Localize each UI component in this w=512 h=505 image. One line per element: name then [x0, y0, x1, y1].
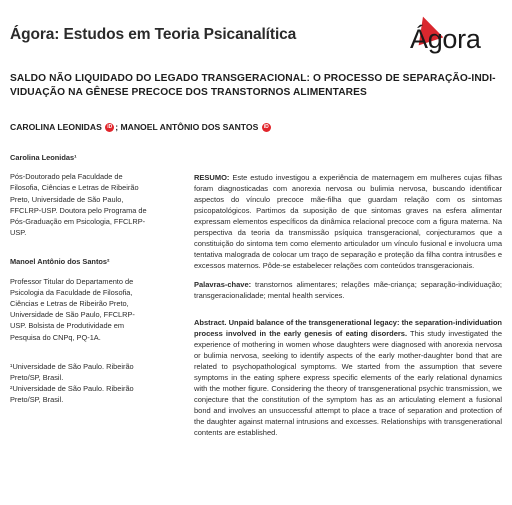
- journal-title: Ágora: Estudos em Teoria Psicanalítica: [10, 26, 297, 43]
- keywords-label: Palavras-chave:: [194, 280, 252, 289]
- article-title: SALDO NÃO LIQUIDADO DO LEGADO TRANSGERACIONAL: O PROCESSO DE SEPARAÇÃO-INDI-VIDUAÇÃO NA GÊNESE PRECOCE DOS TRANSTORNOS ALIMENTARES: [10, 73, 496, 98]
- orcid-icon[interactable]: iD: [263, 124, 269, 131]
- author-1: CAROLINA LEONIDAS: [10, 122, 102, 132]
- author-1-name: Carolina Leonidas¹: [10, 153, 77, 162]
- author-2: MANOEL ANTÔNIO DOS SANTOS: [120, 122, 259, 132]
- abstract-label: Abstract. Unpaid balance of the transgenerational legacy: the separation-individuation process involved in the early genesis of eating disorders.: [194, 318, 502, 338]
- author-line: [10, 122, 272, 132]
- keywords-text: transtornos alimentares; relações mãe-criança; separação-individuação; transgeracionalidade; mental health services.: [194, 280, 502, 300]
- abstract-paragraph: [194, 317, 502, 438]
- resumo-paragraph: [194, 172, 502, 271]
- author-2-affiliation: Professor Titular do Departamento de Psicologia da Faculdade de Filosofia, Ciências e Letras de Ribeirão Preto, Universidade de São Paulo, FFCLRP-USP. Bolsista de Produtividade em Pesquisa do CNPq, PQ-1A.: [10, 276, 135, 342]
- author-1-affiliation: Pós-Doutorado pela Faculdade de Filosofia, Ciências e Letras de Ribeirão Preto, Universidade de São Paulo, FFCLRP-USP. Doutora pelo Programa de Pós-Graduação em Psicologia, FFCLRP-USP.: [10, 172, 147, 238]
- orcid-icon[interactable]: iD: [107, 124, 113, 131]
- logo-text: Ágora: [410, 24, 481, 54]
- keywords-paragraph: [194, 279, 502, 301]
- footnote-1: ¹Universidade de São Paulo. Ribeirão Preto/SP, Brasil.: [10, 361, 134, 383]
- footnote-2: ²Universidade de São Paulo. Ribeirão Preto/SP, Brasil.: [10, 384, 134, 405]
- author-notes: [10, 152, 150, 406]
- journal-logo: [404, 14, 500, 60]
- resumo-text: Este estudo investigou a experiência de maternagem em mulheres cujas filhas foram diagnosticadas com anorexia nervosa ou bulimia nervosa, buscando identificar aspectos do vínculo precoce mãe-filha que guardam relação com os sintomas psicopatológicos. Partimos da suposição de que sintomas graves na esfera alimentar expressam elementos específicos da dinâmica relacional precoce com a figura materna. Na perspectiva da teoria da transmissão psíquica transgeracional, conjecturamos que a constituição do sintoma tem como elemento articulador um vínculo fusional e involucra uma tentativa malograda de colocar um traço de separação e proteção da filha contra intrusões e excessos maternos. Pôde-se estabelecer relações com conteúdos transgeracionais.: [194, 173, 502, 270]
- author-separator: ;: [115, 122, 119, 132]
- author-2-name: Manoel Antônio dos Santos²: [10, 257, 110, 267]
- abstract-column: [194, 172, 502, 438]
- abstract-text: This study investigated the experience of mothering in women whose daughters were diagnosed with anorexia nervosa or bulimia nervosa, seeking to identify aspects of the early mother-daughter bond that are related to psychopathological symptoms. We started from the assumption that severe symptoms in the eating sphere express specific elements of the early relational dynamics with the mother figure. Considering the theory of transgenerational psychic transmission, we conjecture that the constitution of the symptom has as an articulating element a fusional bond and involves an unsuccessful attempt to place a trace of separation and protection of the daughter against maternal intrusions and excesses. Relationships with transgenerational contents are established.: [194, 329, 502, 437]
- resumo-label: RESUMO:: [194, 173, 230, 182]
